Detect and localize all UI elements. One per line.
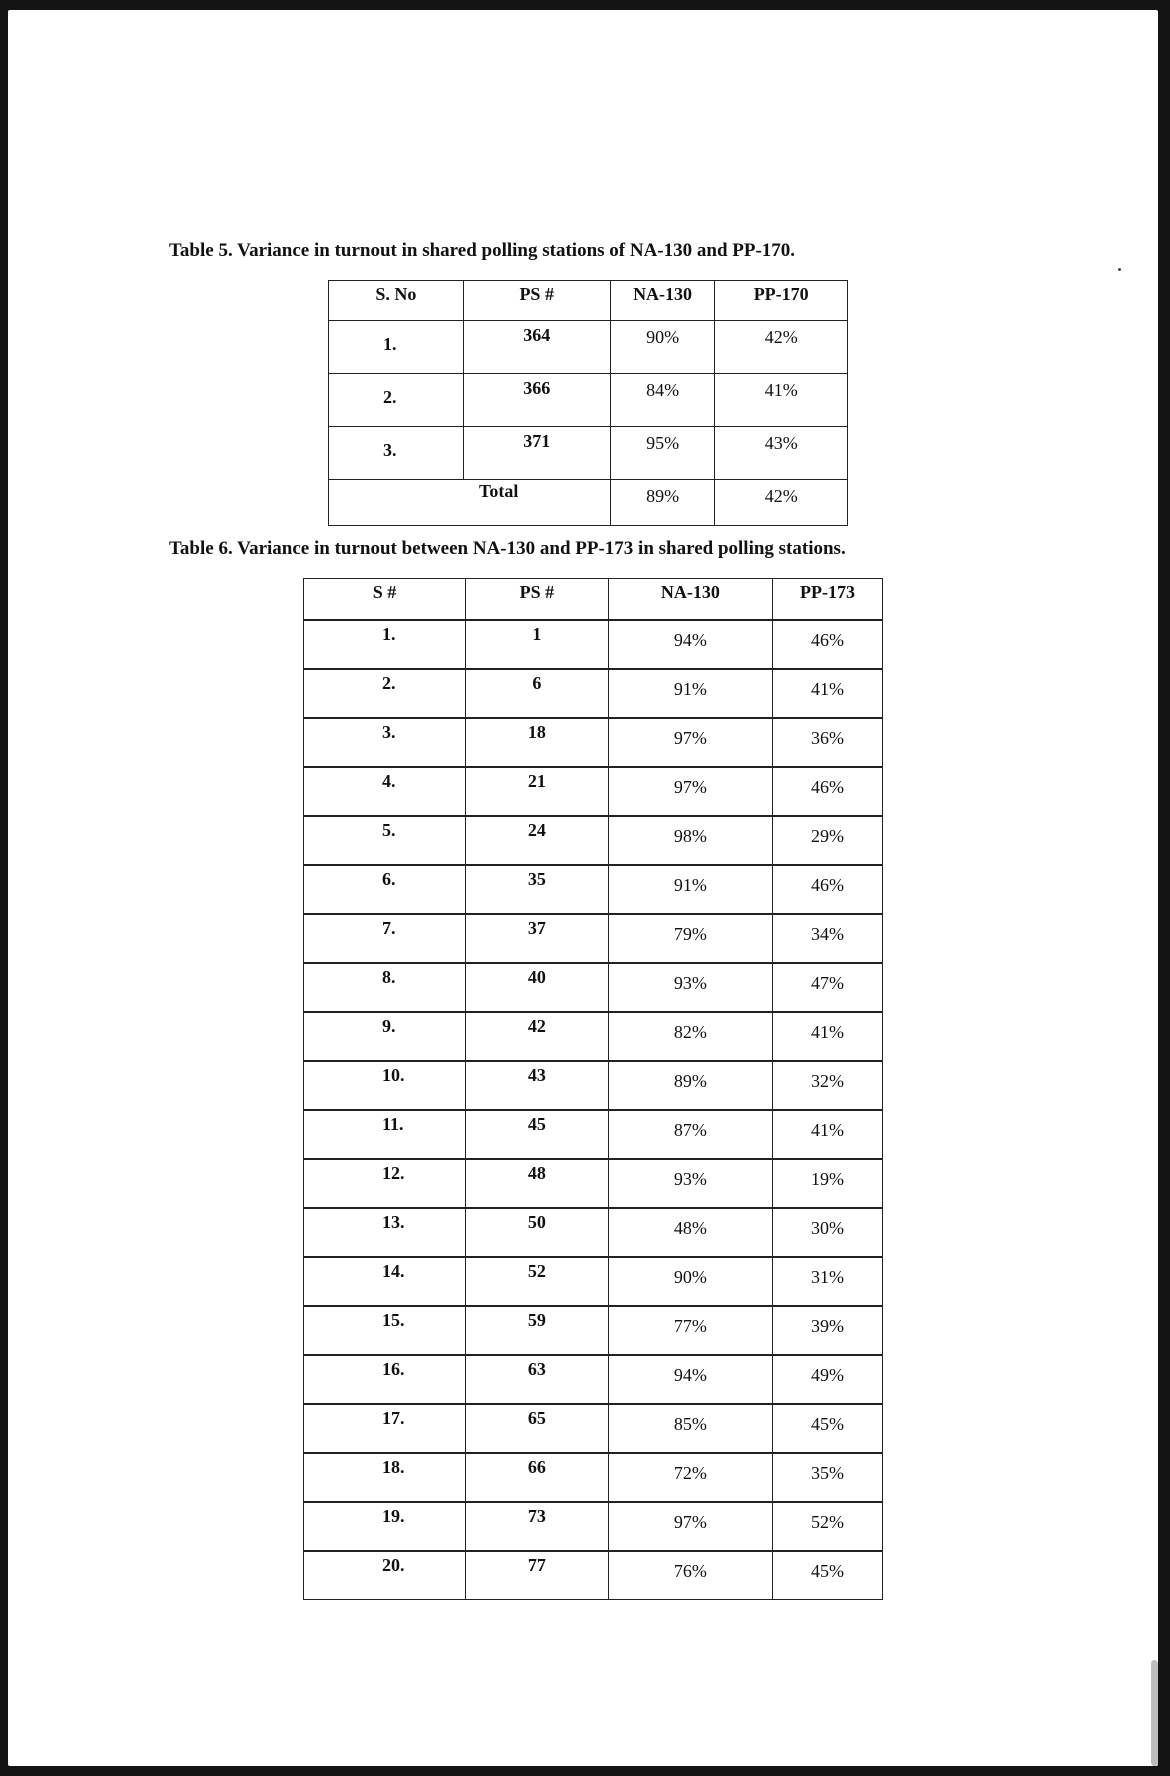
table6-row (304, 1306, 883, 1355)
table5-row (329, 321, 848, 374)
table6-cell-ps: 73 (466, 1502, 609, 1551)
table5-cell-na: 84% (610, 374, 715, 427)
table6-cell-s: 7. (304, 914, 466, 963)
table6-cell-na: 91% (608, 669, 772, 718)
table6-header-ps: PS # (466, 579, 609, 621)
table6-cell-na: 72% (608, 1453, 772, 1502)
table6-cell-s: 1. (304, 620, 466, 669)
table6-cell-pp: 47% (772, 963, 882, 1012)
table6-cell-pp: 49% (772, 1355, 882, 1404)
table6-row (304, 1208, 883, 1257)
table6-row (304, 767, 883, 816)
table6-row (304, 1453, 883, 1502)
table6-cell-pp: 52% (772, 1502, 882, 1551)
table6-cell-ps: 37 (466, 914, 609, 963)
table6-cell-na: 91% (608, 865, 772, 914)
table6-cell-s: 15. (304, 1306, 466, 1355)
table6-header-na: NA-130 (608, 579, 772, 621)
table6-cell-pp: 46% (772, 767, 882, 816)
table5-cell-sno: 2. (329, 374, 464, 427)
vertical-scrollbar[interactable] (1151, 1660, 1158, 1766)
table6-row (304, 816, 883, 865)
table6-cell-na: 82% (608, 1012, 772, 1061)
table6-cell-ps: 45 (466, 1110, 609, 1159)
table5-row (329, 427, 848, 480)
table5-header-na: NA-130 (610, 281, 715, 321)
table6-row (304, 1355, 883, 1404)
table6-cell-ps: 65 (466, 1404, 609, 1453)
table6-cell-ps: 50 (466, 1208, 609, 1257)
table6-cell-s: 16. (304, 1355, 466, 1404)
table6-row (304, 865, 883, 914)
table6-row (304, 669, 883, 718)
table6-cell-pp: 19% (772, 1159, 882, 1208)
table6-cell-s: 19. (304, 1502, 466, 1551)
table6-cell-s: 14. (304, 1257, 466, 1306)
table6-cell-na: 48% (608, 1208, 772, 1257)
table6-row (304, 1404, 883, 1453)
table5-header-row (329, 281, 848, 321)
table6-row (304, 1257, 883, 1306)
table6-cell-s: 6. (304, 865, 466, 914)
table5-cell-sno: 3. (329, 427, 464, 480)
table6-cell-pp: 41% (772, 1012, 882, 1061)
table5-cell-pp: 42% (715, 321, 848, 374)
table5-header-pp: PP-170 (715, 281, 848, 321)
table5 (328, 280, 848, 526)
table6-cell-ps: 21 (466, 767, 609, 816)
table6-cell-na: 77% (608, 1306, 772, 1355)
table6-header-row (304, 579, 883, 621)
table6-cell-na: 94% (608, 1355, 772, 1404)
table5-header-sno: S. No (329, 281, 464, 321)
table6-cell-pp: 45% (772, 1551, 882, 1600)
table6-cell-ps: 48 (466, 1159, 609, 1208)
table6-cell-na: 85% (608, 1404, 772, 1453)
table5-cell-na: 95% (610, 427, 715, 480)
table5-cell-pp: 41% (715, 374, 848, 427)
table6-row (304, 1110, 883, 1159)
table5-row (329, 374, 848, 427)
table5-cell-ps: 371 (463, 427, 610, 480)
scan-speck (1118, 268, 1121, 271)
table6-cell-ps: 35 (466, 865, 609, 914)
table6-cell-ps: 24 (466, 816, 609, 865)
table6-cell-ps: 77 (466, 1551, 609, 1600)
table6-cell-s: 11. (304, 1110, 466, 1159)
table6-cell-s: 2. (304, 669, 466, 718)
table6 (303, 578, 883, 1600)
table6-cell-ps: 52 (466, 1257, 609, 1306)
document-page (8, 10, 1158, 1766)
table6-row (304, 963, 883, 1012)
table6-cell-pp: 39% (772, 1306, 882, 1355)
table6-cell-pp: 41% (772, 1110, 882, 1159)
table6-cell-ps: 43 (466, 1061, 609, 1110)
table6-cell-pp: 30% (772, 1208, 882, 1257)
table6-cell-na: 89% (608, 1061, 772, 1110)
table6-row (304, 718, 883, 767)
table6-cell-s: 4. (304, 767, 466, 816)
table6-row (304, 1502, 883, 1551)
table6-cell-na: 97% (608, 718, 772, 767)
table5-caption: Table 5. Variance in turnout in shared polling stations of NA-130 and PP-170. (169, 240, 796, 261)
table6-cell-s: 13. (304, 1208, 466, 1257)
table6-cell-s: 17. (304, 1404, 466, 1453)
table6-row (304, 1551, 883, 1600)
table6-cell-ps: 66 (466, 1453, 609, 1502)
table6-cell-ps: 18 (466, 718, 609, 767)
table6-cell-ps: 42 (466, 1012, 609, 1061)
table6-cell-ps: 6 (466, 669, 609, 718)
table6-cell-ps: 1 (466, 620, 609, 669)
table6-header-pp: PP-173 (772, 579, 882, 621)
table6-cell-pp: 31% (772, 1257, 882, 1306)
table5-total-row (329, 480, 848, 526)
table6-cell-na: 98% (608, 816, 772, 865)
table6-cell-na: 94% (608, 620, 772, 669)
table5-cell-sno: 1. (329, 321, 464, 374)
table6-cell-s: 5. (304, 816, 466, 865)
table6-cell-pp: 46% (772, 620, 882, 669)
table6-cell-s: 10. (304, 1061, 466, 1110)
table6-row (304, 620, 883, 669)
table6-cell-s: 8. (304, 963, 466, 1012)
table5-cell-pp: 43% (715, 427, 848, 480)
table6-cell-pp: 29% (772, 816, 882, 865)
table5-cell-ps: 364 (463, 321, 610, 374)
table5-header-ps: PS # (463, 281, 610, 321)
table6-cell-ps: 63 (466, 1355, 609, 1404)
table6-cell-s: 18. (304, 1453, 466, 1502)
table6-cell-s: 9. (304, 1012, 466, 1061)
table5-total-label: Total (329, 480, 611, 526)
table6-row (304, 1159, 883, 1208)
table6-caption: Table 6. Variance in turnout between NA-130 and PP-173 in shared polling stations. (169, 538, 846, 559)
table6-cell-pp: 41% (772, 669, 882, 718)
table5-total-pp: 42% (715, 480, 848, 526)
table5-cell-na: 90% (610, 321, 715, 374)
table6-cell-na: 90% (608, 1257, 772, 1306)
table5-total-na: 89% (610, 480, 715, 526)
table6-cell-na: 93% (608, 963, 772, 1012)
table6-cell-pp: 46% (772, 865, 882, 914)
table6-cell-ps: 40 (466, 963, 609, 1012)
table6-cell-na: 97% (608, 767, 772, 816)
table6-cell-pp: 34% (772, 914, 882, 963)
table6-cell-na: 97% (608, 1502, 772, 1551)
table6-header-s: S # (304, 579, 466, 621)
table6-row (304, 1012, 883, 1061)
table6-cell-na: 87% (608, 1110, 772, 1159)
table6-cell-pp: 35% (772, 1453, 882, 1502)
table6-cell-s: 12. (304, 1159, 466, 1208)
table6-cell-s: 3. (304, 718, 466, 767)
table6-row (304, 1061, 883, 1110)
table6-cell-pp: 36% (772, 718, 882, 767)
table6-cell-pp: 32% (772, 1061, 882, 1110)
table6-row (304, 914, 883, 963)
table5-cell-ps: 366 (463, 374, 610, 427)
table6-cell-na: 79% (608, 914, 772, 963)
table6-cell-na: 93% (608, 1159, 772, 1208)
table6-cell-na: 76% (608, 1551, 772, 1600)
table6-cell-ps: 59 (466, 1306, 609, 1355)
table6-cell-pp: 45% (772, 1404, 882, 1453)
table6-cell-s: 20. (304, 1551, 466, 1600)
